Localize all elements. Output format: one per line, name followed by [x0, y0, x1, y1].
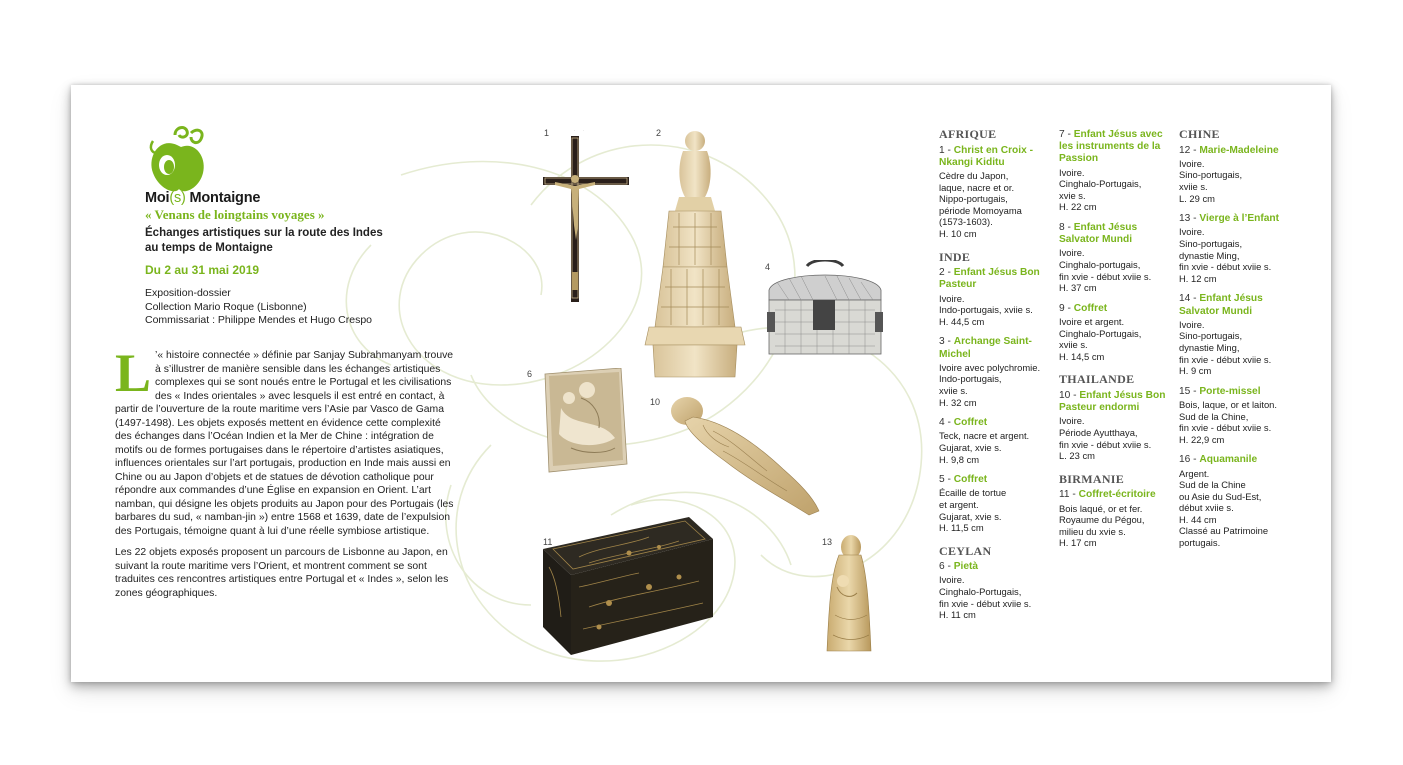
- region-heading: AFRIQUE: [939, 127, 997, 141]
- catalog-entry: [1179, 213, 1297, 284]
- brochure-page: [71, 85, 1331, 682]
- catalog-entry: [1059, 129, 1175, 213]
- exhibition-dates: Du 2 au 31 mai 2019: [145, 263, 260, 277]
- entry-description: Écaille de tortue et argent. Gujarat, xvie s. H. 11,5 cm: [939, 487, 1007, 534]
- figure-number: 13: [822, 537, 833, 547]
- region-heading: CHINE: [1179, 127, 1220, 141]
- brand-name: Moi(s) Montaigne: [145, 190, 261, 206]
- entry-description: Ivoire et argent. Cinghalo-Portugais, xviie s. H. 14,5 cm: [1059, 315, 1142, 362]
- region-section-afrique: [939, 129, 1051, 240]
- entry-title: 1 - Christ en Croix - Nkangi Kiditu: [939, 144, 1033, 168]
- figure-number: 2: [656, 128, 662, 138]
- entry-description: Ivoire. Sino-portugais, xviie s. L. 29 cm: [1179, 157, 1243, 204]
- entry-description: Ivoire. Cinghalo-Portugais, fin xvie - début xviie s. H. 11 cm: [939, 574, 1032, 621]
- region-section-inde: [939, 249, 1051, 534]
- entry-title: 2 - Enfant Jésus Bon Pasteur: [939, 267, 1040, 291]
- catalog-entry: [1059, 222, 1175, 294]
- catalog-entry: [939, 145, 1051, 240]
- entry-title: 6 - Pietà: [939, 561, 979, 573]
- exhibition-info: Exposition-dossier Collection Mario Roque (Lisbonne) Commissariat : Philippe Mendes et Hugo Crespo: [145, 287, 373, 326]
- intro-text: [115, 343, 455, 608]
- entry-title: 11 - Coffret-écritoire: [1059, 489, 1156, 501]
- intro-paragraph-1: L ’« histoire connectée » définie par Sanjay Subrahmanyam trouve à s’illustrer de manière sensible dans les échanges artistiques complexes qui se sont noués entre le Portugal et les civilisations des « Indes orientales » avec lesquels il est entré en contact, à partir de l’ouverture de la route maritime vers l’Asie par Vasco de Gama (1497-1498). Les objets exposés mettent en évidence cette complexité des échanges dans l’Océan Indien et la Mer de Chine : intégration de motifs ou de formes portugaises dans le répertoire d’artistes asiatiques, influences orientales sur l’art portugais, production en Inde mais aussi en Chine ou au Japon d’objets et de statues de dévotion catholique pour répondre aux commandes d’une Église en expansion en Orient. L’art namban, qui désigne les objets produits au Japon pour des Portugais (les barbares du sud, « namban-jin ») entre 1568 et 1639, date de l’expulsion des Portugais, témoigne quant à lui d’une réelle symbiose artistique.: [115, 343, 454, 537]
- region-heading: CEYLAN: [939, 543, 992, 558]
- figure-number: 6: [527, 369, 533, 379]
- entry-title: 4 - Coffret: [939, 417, 988, 429]
- catalog-entry: [939, 336, 1051, 408]
- entry-title: 9 - Coffret: [1059, 302, 1108, 314]
- region-heading: BIRMANIE: [1059, 471, 1125, 486]
- region-section-chine: [1179, 129, 1297, 549]
- region-heading: INDE: [939, 249, 971, 264]
- ivory-good-shepherd-image: [639, 127, 751, 385]
- figure-number: 11: [543, 537, 553, 547]
- entry-description: Ivoire. Période Ayutthaya, fin xvie - début xviie s. L. 23 cm: [1059, 415, 1152, 462]
- region-heading: THAILANDE: [1059, 372, 1135, 387]
- entry-title: 12 - Marie-Madeleine: [1179, 144, 1279, 156]
- drop-cap: L: [115, 343, 152, 403]
- entry-description: Argent. Sud de la Chine ou Asie du Sud-Est, début xviie s. H. 44 cm Classé au Patrimoine portugais.: [1179, 467, 1269, 549]
- catalog-entry: [939, 474, 1051, 534]
- region-section-thailande: [1059, 374, 1175, 461]
- entry-title: 3 - Archange Saint-Michel: [939, 336, 1032, 360]
- catalog-entry: [939, 417, 1051, 465]
- entry-description: Ivoire. Cinghalo-portugais, fin xvie - début xviie s. H. 37 cm: [1059, 247, 1152, 294]
- entry-description: Bois laqué, or et fer. Royaume du Pégou, milieu du xvie s. H. 17 cm: [1059, 502, 1145, 549]
- entry-title: 8 - Enfant Jésus Salvator Mundi: [1059, 221, 1138, 246]
- entry-description: Cèdre du Japon, laque, nacre et or. Nippo-portugais, période Momoyama (1573-1603). H. 10 cm: [939, 170, 1022, 239]
- entry-description: Ivoire. Cinghalo-Portugais, xvie s. H. 22 cm: [1059, 166, 1142, 213]
- entry-title: 14 - Enfant Jésus Salvator Mundi: [1179, 293, 1263, 317]
- catalog-column-1: [939, 129, 1051, 633]
- entry-title: 13 - Vierge à l’Enfant: [1179, 213, 1280, 225]
- catalog-entry: [1179, 386, 1297, 446]
- lacquer-writing-box-image: [539, 517, 715, 657]
- region-section-ceylan: [939, 543, 1051, 621]
- entry-title: 15 - Porte-missel: [1179, 385, 1261, 397]
- entry-description: Bois, laque, or et laiton. Sud de la Chine, fin xvie - début xviie s. H. 22,9 cm: [1179, 398, 1277, 445]
- catalog-entry: [1179, 454, 1297, 548]
- catalog-entry: [939, 561, 1051, 621]
- figure-number: 10: [650, 397, 661, 407]
- entry-title: 5 - Coffret: [939, 474, 988, 486]
- region-section-birmanie: [1059, 471, 1175, 549]
- region-section-ceylan-continued: [1059, 129, 1175, 362]
- figure-number: 1: [544, 128, 550, 138]
- catalog-column-3: [1179, 129, 1297, 561]
- crucifix-image: [541, 130, 631, 305]
- catalog-column-2: [1059, 129, 1175, 561]
- entry-description: Ivoire. Sino-portugais, dynastie Ming, fin xvie - début xviie s. H. 12 cm: [1179, 226, 1272, 284]
- catalog-entry: [1179, 145, 1297, 205]
- exhibition-subtitle: « Venans de loingtains voyages »: [145, 207, 325, 222]
- catalog-entry: [1059, 489, 1175, 549]
- entry-title: 10 - Enfant Jésus Bon Pasteur endormi: [1059, 389, 1166, 414]
- catalog-entry: [939, 267, 1051, 327]
- catalog-entry: [1179, 293, 1297, 376]
- entry-description: Teck, nacre et argent. Gujarat, xvie s. H. 9,8 cm: [939, 430, 1030, 465]
- exhibition-tagline: Échanges artistiques sur la route des Indes au temps de Montaigne: [145, 227, 383, 254]
- entry-description: Ivoire. Sino-portugais, dynastie Ming, fin xvie - début xviie s. H. 9 cm: [1179, 318, 1272, 377]
- catalog-entry: [1059, 303, 1175, 363]
- ivory-sleeping-child-image: [663, 391, 825, 517]
- mother-of-pearl-chest-image: [765, 260, 885, 360]
- entry-title: 7 - Enfant Jésus avec les instruments de la Passion: [1059, 129, 1163, 165]
- moi-montaigne-logo-icon: [145, 123, 209, 199]
- entry-title: 16 - Aquamanile: [1179, 454, 1258, 466]
- ivory-virgin-child-image: [821, 535, 877, 657]
- entry-description: Ivoire avec polychromie. Indo-portugais, xviie s. H. 32 cm: [939, 361, 1041, 408]
- catalog-entry: [1059, 390, 1175, 462]
- exhibition-header: [145, 190, 445, 328]
- ivory-pieta-image: [541, 368, 629, 473]
- figure-number: 4: [765, 262, 771, 272]
- entry-description: Ivoire. Indo-portugais, xviie s. H. 44,5 cm: [939, 292, 1033, 327]
- intro-paragraph-2: Les 22 objets exposés proposent un parcours de Lisbonne au Japon, en suivant la route maritime vers l’Orient, et montrent comment se sont traduites ces rencontres artistiques entre Portugal et « Indes », selon les zones géographiques.: [115, 547, 449, 599]
